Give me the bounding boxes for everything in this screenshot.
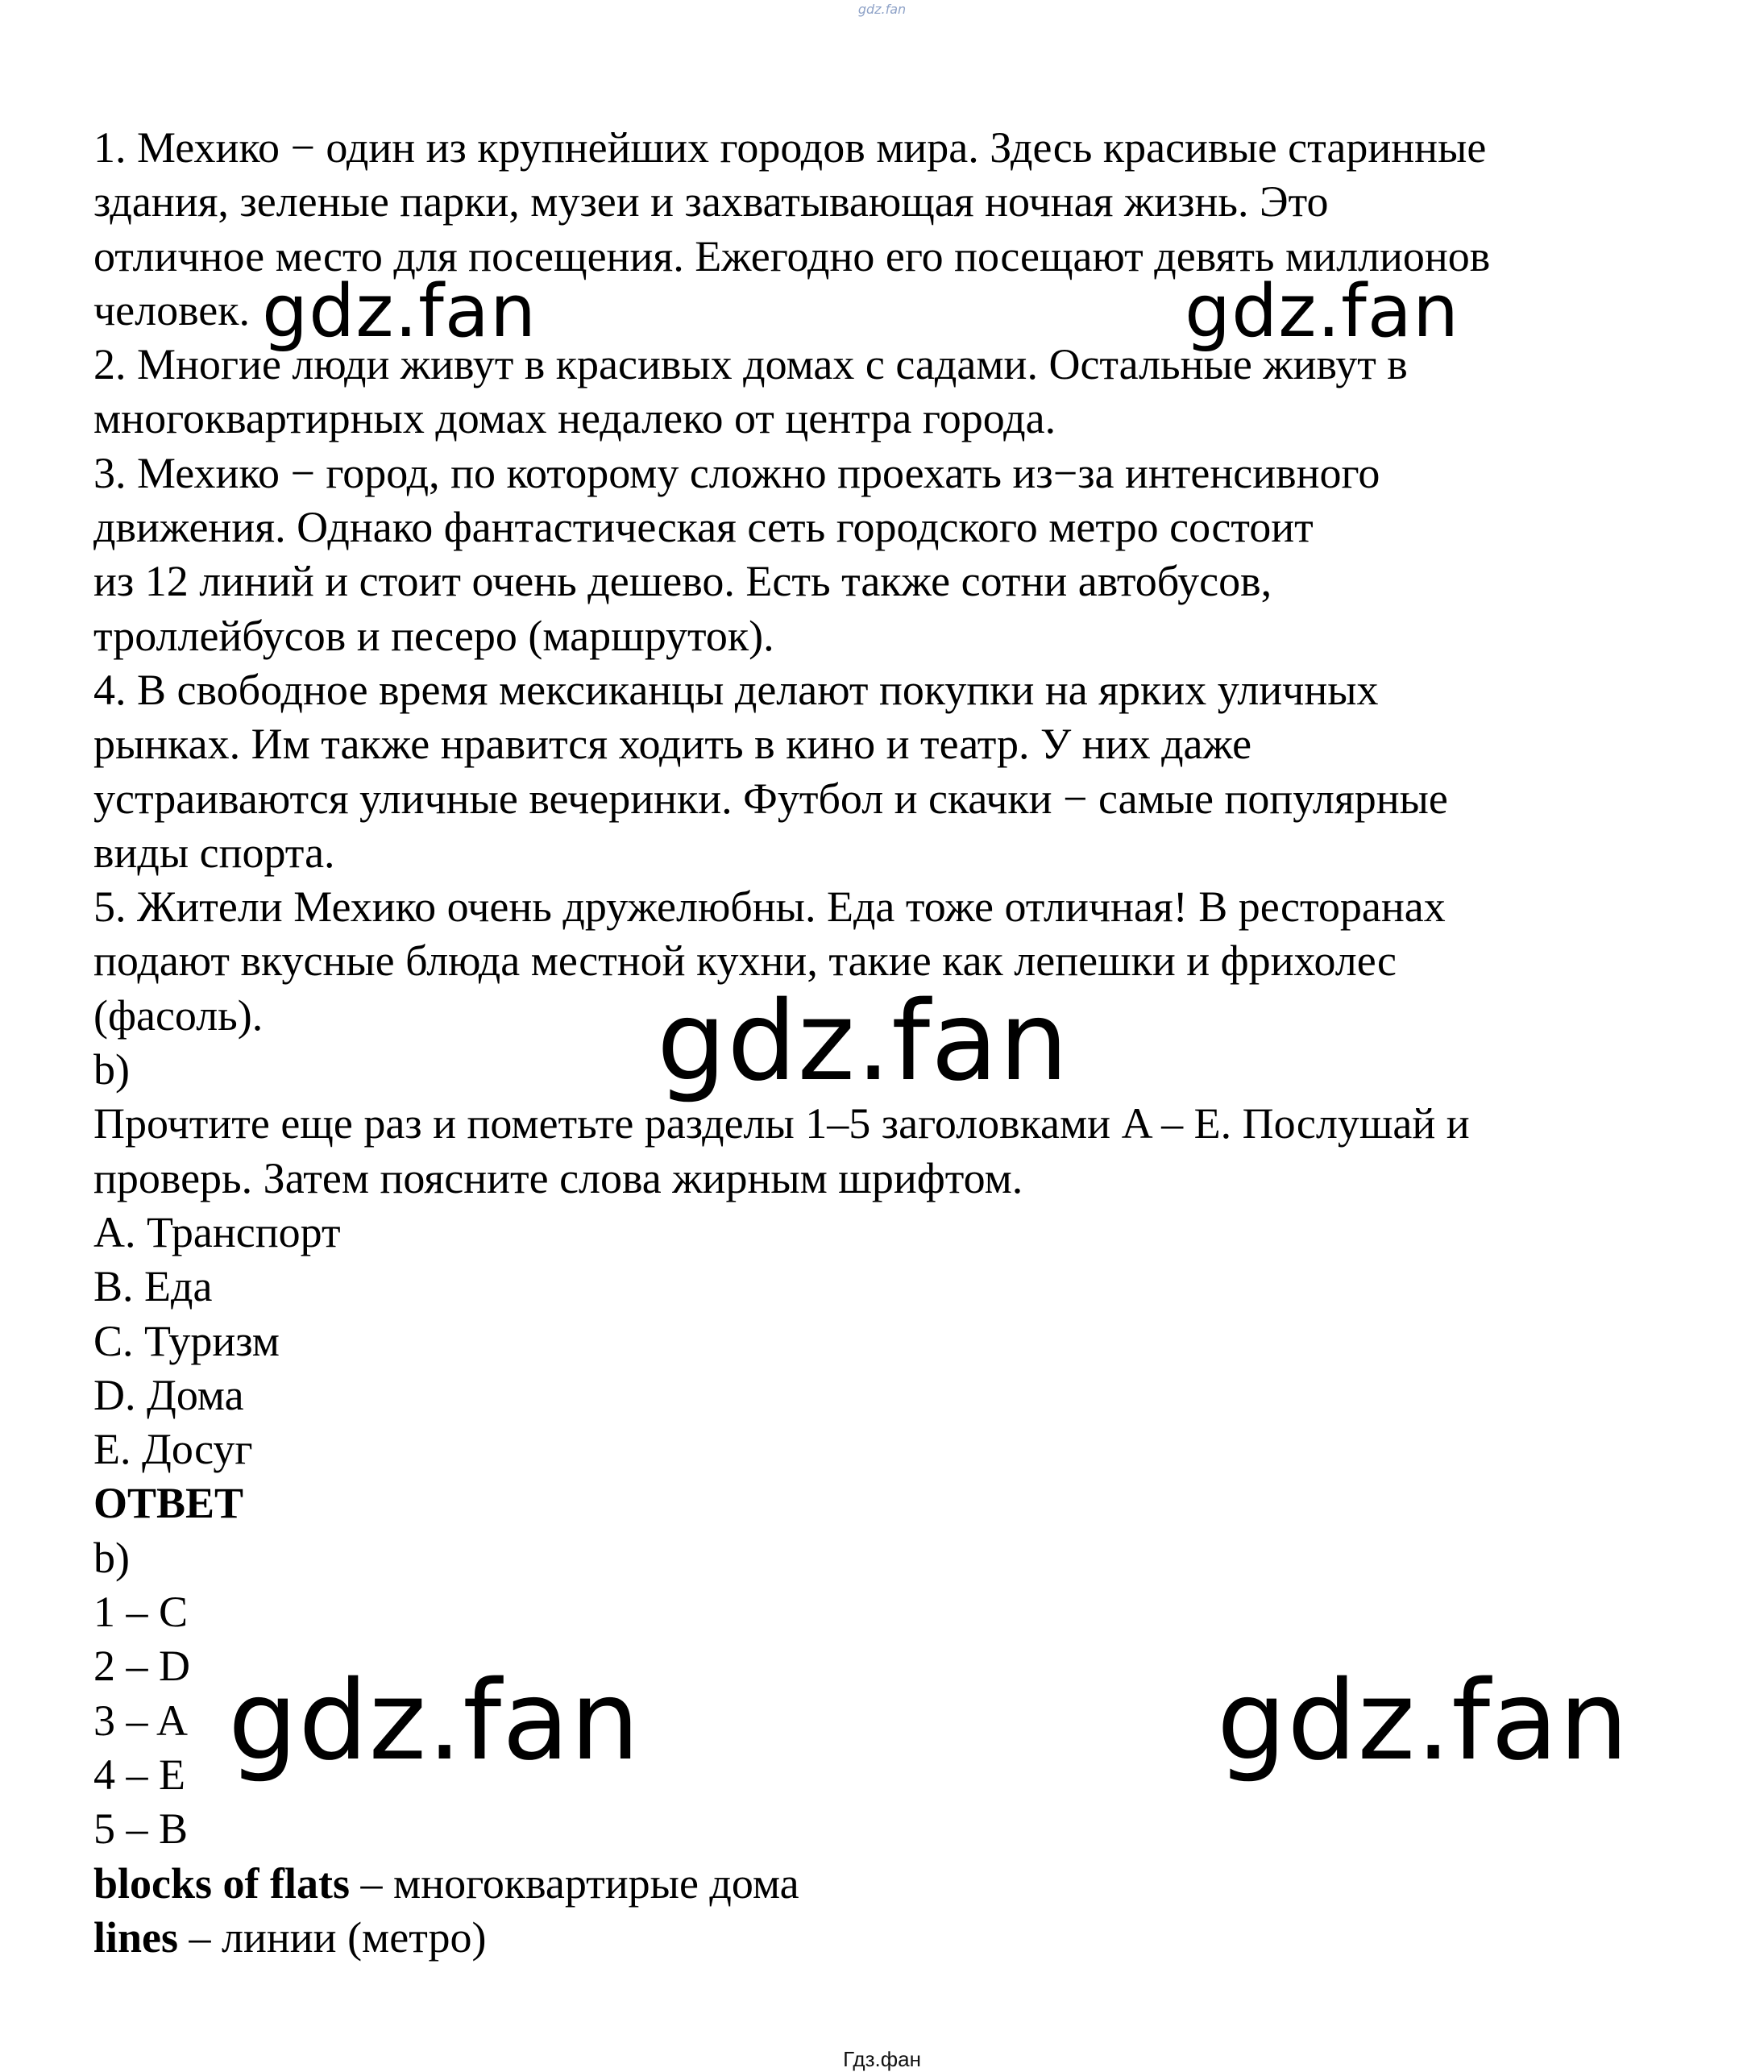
watermark: gdz.fan bbox=[228, 1658, 641, 1785]
task-instruction-line: проверь. Затем поясните слова жирным шрифтом. bbox=[93, 1153, 1023, 1202]
answer-match: 1 – C bbox=[93, 1588, 189, 1637]
header-watermark: gdz.fan bbox=[857, 2, 907, 17]
task-instruction-line: Прочтите еще раз и пометьте разделы 1–5 заголовками A – E. Послушай и bbox=[93, 1099, 1470, 1148]
paragraph-line: движения. Однако фантастическая сеть городского метро состоит bbox=[93, 503, 1314, 552]
paragraph-line: рынках. Им также нравится ходить в кино и театр. У них даже bbox=[93, 720, 1252, 769]
watermark: gdz.fan bbox=[1217, 1658, 1629, 1785]
paragraph-line: человек. bbox=[93, 285, 250, 334]
glossary-entry bbox=[93, 1857, 1705, 1911]
heading-option: A. Транспорт bbox=[93, 1207, 341, 1256]
glossary-term: lines bbox=[93, 1912, 179, 1962]
watermark: gdz.fan bbox=[657, 978, 1069, 1106]
answer-match: 5 – B bbox=[93, 1804, 189, 1854]
paragraph-line: многоквартирных домах недалеко от центра города. bbox=[93, 394, 1056, 443]
heading-option: E. Досуг bbox=[93, 1425, 253, 1474]
heading-option: B. Еда bbox=[93, 1262, 213, 1311]
watermark: gdz.fan bbox=[1185, 269, 1459, 354]
paragraph-line: виды спорта. bbox=[93, 828, 335, 877]
answer-label: b) bbox=[93, 1533, 130, 1582]
paragraph-line: здания, зеленые парки, музеи и захватывающая ночная жизнь. Это bbox=[93, 177, 1329, 226]
paragraph-line: 3. Мехико − город, по которому сложно проехать из−за интенсивного bbox=[93, 448, 1380, 497]
answer-match: 4 – E bbox=[93, 1750, 185, 1799]
glossary-definition: – многоквартирые дома bbox=[350, 1858, 799, 1908]
glossary-term: blocks of flats bbox=[93, 1858, 351, 1908]
paragraph-line: устраиваются уличные вечеринки. Футбол и скачки − самые популярные bbox=[93, 774, 1448, 823]
paragraph-line: 5. Жители Мехико очень дружелюбны. Еда тоже отличная! В ресторанах bbox=[93, 882, 1446, 932]
glossary-entry bbox=[93, 1911, 1705, 1965]
paragraph-line: из 12 линий и стоит очень дешево. Есть также сотни автобусов, bbox=[93, 557, 1272, 606]
answer-heading: ОТВЕТ bbox=[93, 1479, 244, 1528]
heading-option: D. Дома bbox=[93, 1370, 244, 1419]
paragraph-line: 2. Многие люди живут в красивых домах с садами. Остальные живут в bbox=[93, 340, 1408, 389]
paragraph-line: троллейбусов и песеро (маршруток). bbox=[93, 611, 774, 660]
paragraph-line: 4. В свободное время мексиканцы делают покупки на ярких уличных bbox=[93, 665, 1379, 714]
watermark: gdz.fan bbox=[262, 269, 537, 354]
glossary-definition: – линии (метро) bbox=[178, 1912, 487, 1962]
task-label: b) bbox=[93, 1045, 130, 1094]
answer-match: 3 – A bbox=[93, 1696, 189, 1745]
paragraph-line: (фасоль). bbox=[93, 990, 264, 1040]
paragraph-line: 1. Мехико − один из крупнейших городов мира. Здесь красивые старинные bbox=[93, 123, 1487, 172]
heading-option: C. Туризм bbox=[93, 1316, 280, 1365]
page-footer: Гдз.фан bbox=[843, 2047, 921, 2071]
paragraph-line: отличное место для посещения. Ежегодно его посещают девять миллионов bbox=[93, 231, 1491, 280]
answer-match: 2 – D bbox=[93, 1642, 190, 1691]
paragraph-line: подают вкусные блюда местной кухни, такие как лепешки и фрихолес bbox=[93, 936, 1397, 986]
